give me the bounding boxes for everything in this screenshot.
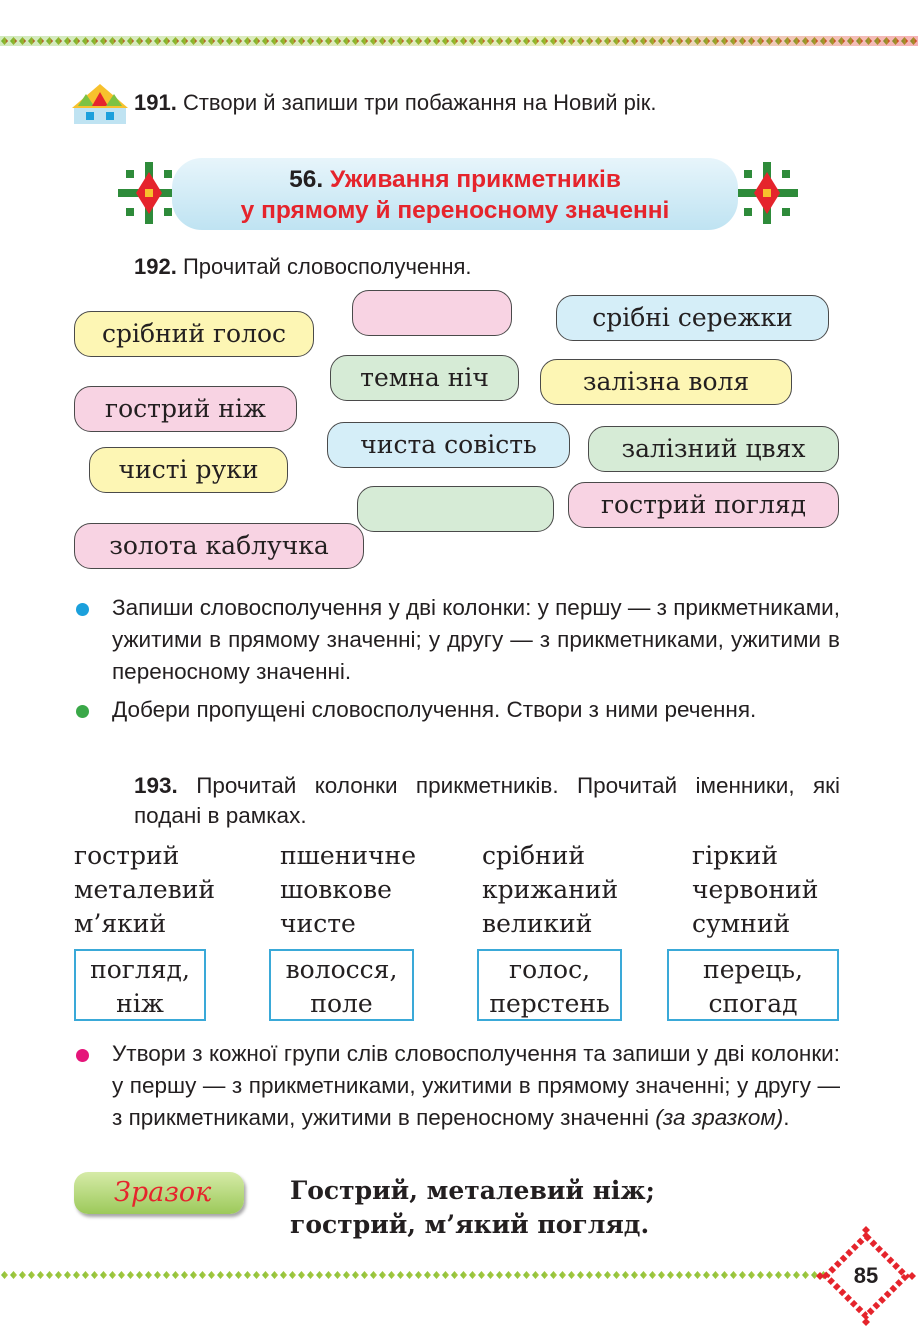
instruction-193-hint: (за зразком) [655, 1105, 784, 1130]
adjective: пшеничне [280, 841, 417, 870]
phrase-card: залізна воля [540, 359, 792, 405]
lesson-title-line2: у прямому й переносному значенні [240, 197, 670, 224]
task-193 [134, 771, 840, 831]
task-192-number: 192. [134, 254, 177, 279]
phrase-card: чисті руки [89, 447, 288, 493]
house-icon [68, 82, 132, 126]
task-193-text: Прочитай колонки прикметників. Прочитай іменники, які подані в рамках. [134, 773, 840, 828]
adjective-column-2 [280, 839, 416, 941]
bullet-dot-green [76, 705, 89, 718]
noun: перець, [703, 955, 803, 984]
task-192-text: Прочитай словосполучення. [182, 254, 472, 279]
bullet-dot-blue [76, 603, 89, 616]
embroidery-ornament-right-icon [736, 162, 798, 224]
adjective: шовкове [280, 875, 392, 904]
task-192 [134, 252, 472, 282]
phrase-card: срібні сережки [556, 295, 829, 341]
noun: ніж [116, 989, 164, 1018]
task-191-number: 191. [134, 90, 177, 115]
task-191 [134, 88, 657, 118]
instruction-193-text: Утвори з кожної групи слів словосполучення та запиши у дві колонки: у першу — з прикметниками, ужитими в прямому значенні; у другу — з прикметниками, ужитими в переносному значенні [112, 1041, 840, 1130]
phrase-card: залізний цвях [588, 426, 839, 472]
noun: волосся, [285, 955, 398, 984]
noun-frame-4 [667, 949, 839, 1021]
sample-line-1: Гострий, металевий ніж; [290, 1176, 655, 1205]
instruction-193 [112, 1038, 840, 1134]
phrase-card: срібний голос [74, 311, 314, 357]
adjective-column-1 [74, 839, 215, 941]
noun: спогад [708, 989, 798, 1018]
embroidery-ornament-left-icon [118, 162, 180, 224]
bullet-dot-pink [76, 1049, 89, 1062]
bottom-ornament-border [0, 1270, 830, 1280]
adjective: металевий [74, 875, 216, 904]
adjective: сумний [692, 909, 791, 938]
noun: погляд, [90, 955, 190, 984]
adjective: гострий [74, 841, 180, 870]
phrase-card: золота каблучка [74, 523, 364, 569]
adjective: великий [482, 909, 593, 938]
adjective: червоний [692, 875, 819, 904]
phrase-card: темна ніч [330, 355, 519, 401]
noun-frame-2 [269, 949, 414, 1021]
noun: поле [310, 989, 373, 1018]
adjective-column-3 [482, 839, 618, 941]
sample-label: Зразок [114, 1177, 212, 1208]
phrase-card: гострий погляд [568, 482, 839, 528]
page-number: 85 [853, 1263, 879, 1288]
adjective: срібний [482, 841, 586, 870]
lesson-title-part1: Уживання прикметників [329, 166, 621, 193]
instruction-193-end: . [783, 1105, 790, 1130]
adjective-column-4 [692, 839, 818, 941]
task-193-number: 193. [134, 773, 178, 798]
phrase-card-empty [357, 486, 554, 532]
adjective: м’який [74, 909, 167, 938]
top-ornament-border [0, 36, 918, 46]
instruction-192-1: Запиши словосполучення у дві колонки: у першу — з прикметниками, ужитими в прямому значенні; у другу — з прикметниками, ужитими в переносному значенні. [112, 595, 840, 684]
adjective: крижаний [482, 875, 619, 904]
sample-text [290, 1174, 655, 1242]
lesson-title-banner [172, 158, 738, 230]
lesson-number: 56. [289, 166, 324, 193]
task-191-text: Створи й запиши три побажання на Новий рік. [182, 90, 657, 115]
adjective: чисте [280, 909, 356, 938]
sample-label-badge [74, 1172, 244, 1214]
phrase-card: чиста совість [327, 422, 570, 468]
noun-frame-1 [74, 949, 206, 1021]
phrase-card-empty [352, 290, 512, 336]
phrase-card: гострий ніж [74, 386, 297, 432]
adjective: гіркий [692, 841, 779, 870]
noun: голос, [508, 955, 591, 984]
instruction-192-2: Добери пропущені словосполучення. Створи з ними речення. [112, 697, 757, 722]
noun: перстень [489, 989, 610, 1018]
sample-line-2: гострий, м’який погляд. [290, 1210, 650, 1239]
lesson-title-line1 [172, 164, 738, 195]
noun-frame-3 [477, 949, 622, 1021]
